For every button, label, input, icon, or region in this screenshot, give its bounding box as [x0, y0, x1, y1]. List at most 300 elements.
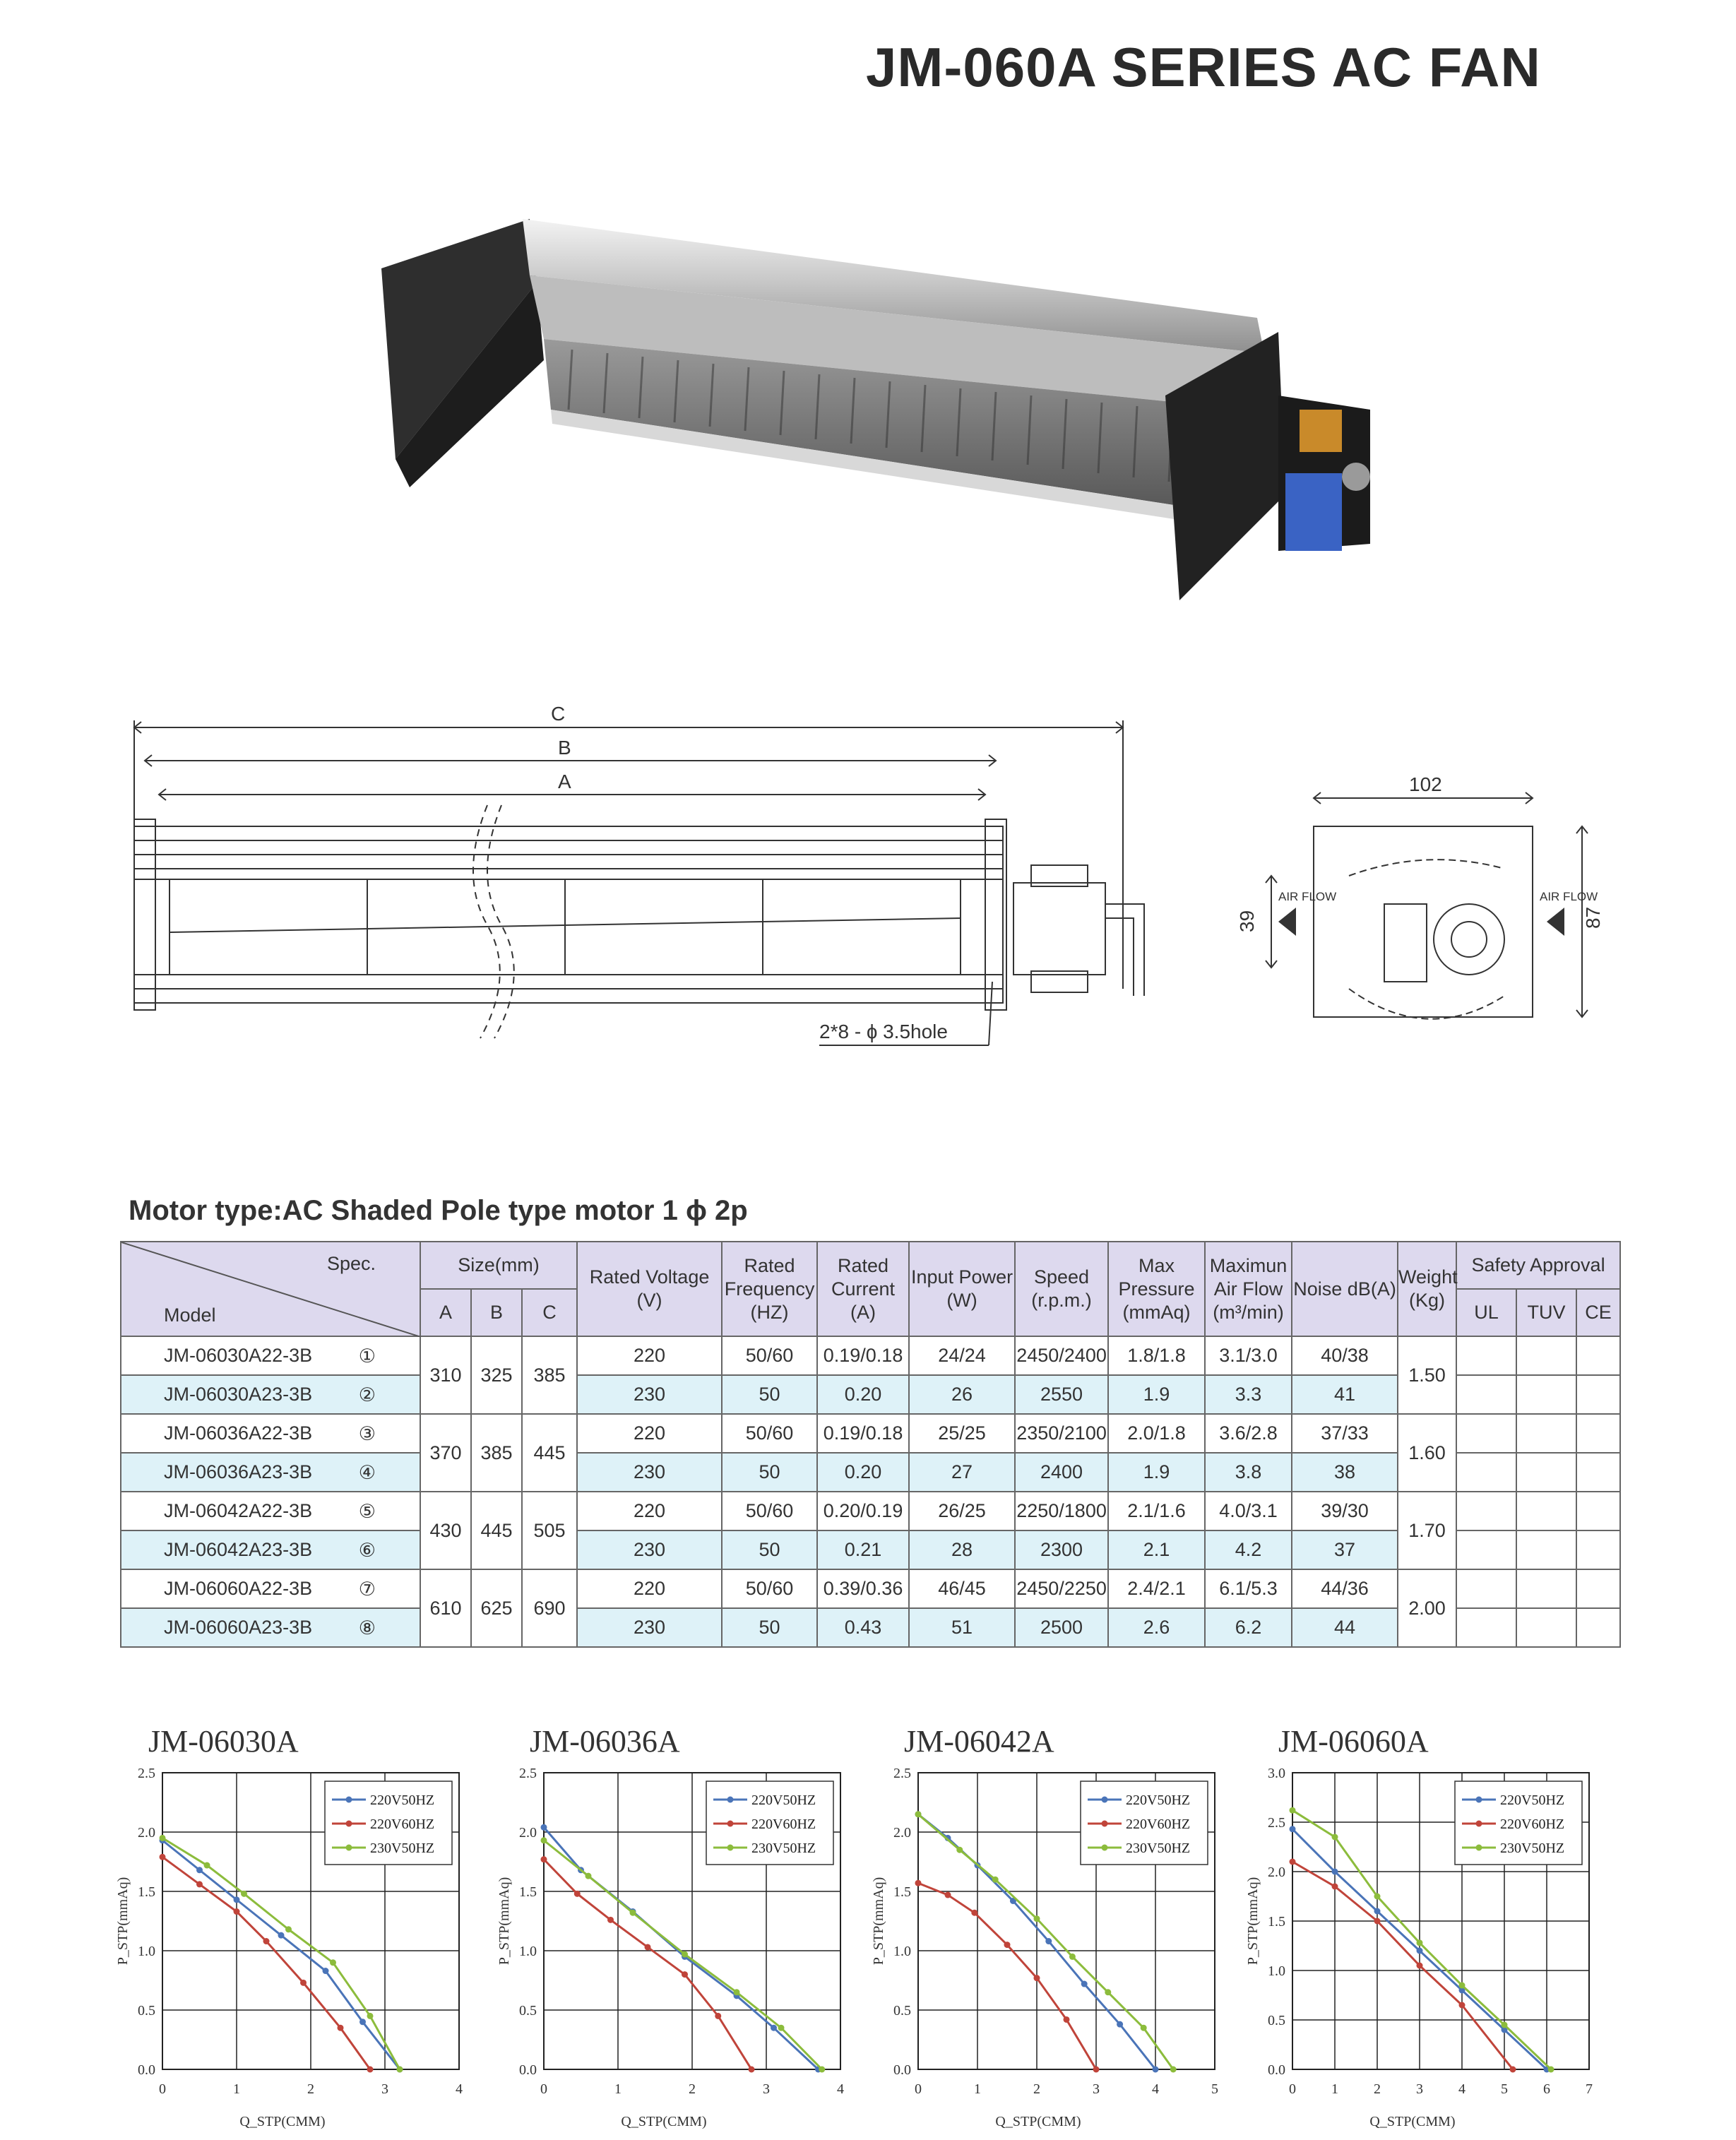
spec-label: Spec.	[326, 1253, 376, 1274]
airflow-cell: 3.8	[1205, 1453, 1292, 1492]
data-point	[278, 1932, 285, 1939]
ul-cell	[1456, 1530, 1516, 1569]
ul-cell	[1456, 1375, 1516, 1414]
data-point	[300, 1980, 307, 1986]
x-tick-label: 2	[689, 2081, 696, 2097]
voltage-cell: 230	[577, 1375, 722, 1414]
size-c-cell: 385	[522, 1336, 577, 1414]
noise-cell: 38	[1292, 1453, 1398, 1492]
noise-header: Noise dB(A)	[1292, 1242, 1398, 1336]
model-cell	[121, 1530, 420, 1569]
model-cell	[121, 1608, 420, 1647]
data-point	[541, 1837, 547, 1843]
legend-marker	[727, 1845, 734, 1851]
data-point	[819, 2067, 825, 2073]
speed-cell: 2250/1800	[1015, 1492, 1108, 1530]
size-a-cell: 370	[420, 1414, 471, 1492]
ul-cell	[1456, 1492, 1516, 1530]
x-tick-label: 7	[1586, 2081, 1593, 2097]
y-tick-label: 1.0	[138, 1944, 155, 1959]
frequency-cell: 50	[722, 1375, 817, 1414]
legend-label: 220V60HZ	[751, 1817, 816, 1832]
table-row	[121, 1375, 1620, 1414]
current-cell: 0.21	[817, 1530, 909, 1569]
size-a-cell: 610	[420, 1569, 471, 1647]
legend-marker	[727, 1797, 734, 1803]
series-line-220V60HZ	[918, 1883, 1096, 2069]
frequency-cell: 50	[722, 1453, 817, 1492]
voltage-cell: 220	[577, 1414, 722, 1453]
page-title: JM-060A SERIES AC FAN	[866, 36, 1541, 98]
x-tick-label: 0	[1289, 2081, 1296, 2097]
legend-label: 220V60HZ	[1500, 1817, 1565, 1832]
data-point	[1459, 1983, 1466, 1989]
data-point	[1417, 1939, 1423, 1946]
legend-label: 230V50HZ	[1500, 1841, 1565, 1856]
model-name: JM-06036A23-3B	[164, 1461, 313, 1482]
data-point	[715, 2013, 721, 2019]
legend-label: 230V50HZ	[751, 1841, 816, 1856]
legend-marker	[1102, 1821, 1108, 1827]
data-point	[682, 1951, 688, 1958]
data-point	[992, 1877, 999, 1883]
legend-label: 220V60HZ	[370, 1817, 435, 1832]
x-tick-label: 5	[1211, 2081, 1218, 2097]
data-point	[160, 1835, 166, 1841]
data-point	[915, 1811, 922, 1817]
y-tick-label: 0.5	[1268, 2013, 1285, 2028]
series-line-220V60HZ	[162, 1857, 370, 2069]
pressure-cell: 2.0/1.8	[1108, 1414, 1205, 1453]
legend-label: 220V50HZ	[1500, 1793, 1565, 1808]
power-cell: 28	[909, 1530, 1015, 1569]
data-point	[196, 1867, 203, 1873]
tuv-cell	[1516, 1336, 1576, 1375]
legend-marker	[1102, 1845, 1108, 1851]
size-b-cell: 325	[471, 1336, 522, 1414]
x-tick-label: 2	[1374, 2081, 1381, 2097]
tuv-cell	[1516, 1453, 1576, 1492]
ul-cell	[1456, 1336, 1516, 1375]
ce-cell	[1576, 1608, 1620, 1647]
data-point	[1417, 1948, 1423, 1954]
y-axis-label: P_STP(mmAq)	[497, 1877, 512, 1966]
table-row	[121, 1530, 1620, 1569]
voltage-cell: 230	[577, 1530, 722, 1569]
model-number: ⑦	[358, 1579, 376, 1600]
chart-jm-06042a	[862, 1716, 1257, 2140]
airflow-cell: 4.2	[1205, 1530, 1292, 1569]
tuv-header: TUV	[1516, 1289, 1576, 1336]
legend-marker	[346, 1845, 352, 1851]
current-cell: 0.19/0.18	[817, 1336, 909, 1375]
frequency-cell: 50	[722, 1530, 817, 1569]
data-point	[397, 2067, 403, 2073]
data-point	[1117, 2021, 1123, 2028]
data-point	[204, 1862, 210, 1869]
data-point	[323, 1968, 329, 1974]
y-tick-label: 1.5	[893, 1884, 911, 1900]
safety-header: Safety Approval	[1456, 1242, 1620, 1289]
power-cell: 26	[909, 1375, 1015, 1414]
current-cell: 0.20/0.19	[817, 1492, 909, 1530]
x-axis-label: Q_STP(CMM)	[995, 2114, 1081, 2129]
chart-title: JM-06060A	[1278, 1724, 1429, 1759]
model-name: JM-06036A22-3B	[164, 1422, 313, 1444]
dimension-drawing	[113, 692, 1201, 1059]
speed-cell: 2400	[1015, 1453, 1108, 1492]
data-point	[1034, 1975, 1040, 1981]
size-b-cell: 445	[471, 1492, 522, 1569]
tuv-cell	[1516, 1530, 1576, 1569]
y-axis-label: P_STP(mmAq)	[1245, 1877, 1261, 1966]
x-tick-label: 2	[1033, 2081, 1040, 2097]
legend-marker	[727, 1821, 734, 1827]
series-line-220V50HZ	[162, 1841, 400, 2069]
data-point	[160, 1854, 166, 1860]
table-row	[121, 1336, 1620, 1375]
ul-cell	[1456, 1608, 1516, 1647]
chart-jm-06030a	[106, 1716, 501, 2140]
data-point	[1510, 2067, 1516, 2073]
size-header: Size(mm)	[420, 1242, 577, 1289]
frequency-cell: 50/60	[722, 1414, 817, 1453]
data-point	[956, 1847, 963, 1853]
data-point	[1064, 2016, 1070, 2023]
pressure-cell: 2.1	[1108, 1530, 1205, 1569]
voltage-cell: 230	[577, 1608, 722, 1647]
ce-cell	[1576, 1530, 1620, 1569]
noise-cell: 37/33	[1292, 1414, 1398, 1453]
x-axis-label: Q_STP(CMM)	[1369, 2114, 1456, 2129]
end-offset-label: 39	[1236, 910, 1258, 932]
speed-header: Speed (r.p.m.)	[1015, 1242, 1108, 1336]
data-point	[285, 1926, 292, 1932]
x-tick-label: 4	[837, 2081, 844, 2097]
y-tick-label: 2.5	[1268, 1815, 1285, 1831]
data-point	[1290, 1826, 1296, 1832]
y-tick-label: 1.0	[1268, 1963, 1285, 1979]
data-point	[1004, 1942, 1011, 1948]
model-cell	[121, 1336, 420, 1375]
size-c-cell: 690	[522, 1569, 577, 1647]
current-cell: 0.19/0.18	[817, 1414, 909, 1453]
legend-label: 220V50HZ	[1126, 1793, 1191, 1808]
chart-plot	[106, 1766, 501, 2140]
model-cell	[121, 1414, 420, 1453]
ce-cell	[1576, 1492, 1620, 1530]
y-tick-label: 1.5	[138, 1884, 155, 1900]
end-height-label: 87	[1582, 906, 1604, 929]
y-tick-label: 2.0	[138, 1825, 155, 1841]
chart-plot	[487, 1766, 883, 2140]
x-tick-label: 0	[540, 2081, 547, 2097]
speed-cell: 2350/2100	[1015, 1414, 1108, 1453]
voltage-cell: 220	[577, 1492, 722, 1530]
model-number: ④	[358, 1462, 376, 1483]
model-cell	[121, 1375, 420, 1414]
data-point	[234, 1908, 240, 1915]
weight-header: Weight (Kg)	[1398, 1242, 1456, 1336]
frequency-cell: 50/60	[722, 1336, 817, 1375]
legend-label: 230V50HZ	[1126, 1841, 1191, 1856]
data-point	[241, 1891, 247, 1897]
data-point	[1081, 1981, 1088, 1987]
model-number: ③	[358, 1423, 376, 1444]
data-point	[778, 2025, 785, 2031]
speed-cell: 2300	[1015, 1530, 1108, 1569]
model-number: ⑤	[358, 1501, 376, 1522]
ce-cell	[1576, 1453, 1620, 1492]
chart-title: JM-06030A	[148, 1724, 299, 1759]
data-point	[1332, 1884, 1338, 1890]
noise-cell: 44	[1292, 1608, 1398, 1647]
data-point	[1153, 2067, 1159, 2073]
y-tick-label: 1.5	[1268, 1914, 1285, 1930]
legend-marker	[1476, 1845, 1482, 1851]
current-cell: 0.20	[817, 1375, 909, 1414]
y-tick-label: 0.0	[519, 2062, 537, 2078]
noise-cell: 44/36	[1292, 1569, 1398, 1608]
motor-type-heading: Motor type:AC Shaded Pole type motor 1 ɸ 2p	[129, 1195, 748, 1226]
y-tick-label: 0.5	[138, 2003, 155, 2019]
y-axis-label: P_STP(mmAq)	[871, 1877, 886, 1966]
data-point	[1034, 1915, 1040, 1922]
data-point	[682, 1971, 688, 1978]
data-point	[541, 1856, 547, 1862]
x-tick-label: 0	[159, 2081, 166, 2097]
model-cell	[121, 1492, 420, 1530]
pressure-cell: 2.6	[1108, 1608, 1205, 1647]
data-point	[1417, 1963, 1423, 1969]
noise-cell: 39/30	[1292, 1492, 1398, 1530]
ul-cell	[1456, 1569, 1516, 1608]
size-a-cell: 430	[420, 1492, 471, 1569]
ul-header: UL	[1456, 1289, 1516, 1336]
data-point	[1141, 2025, 1147, 2031]
weight-cell: 1.70	[1398, 1492, 1456, 1569]
data-point	[1105, 1989, 1111, 1995]
power-cell: 24/24	[909, 1336, 1015, 1375]
x-tick-label: 4	[1458, 2081, 1466, 2097]
y-tick-label: 0.0	[138, 2062, 155, 2078]
airflow-cell: 6.1/5.3	[1205, 1569, 1292, 1608]
pressure-cell: 2.1/1.6	[1108, 1492, 1205, 1530]
x-tick-label: 1	[974, 2081, 981, 2097]
airflow-cell: 3.3	[1205, 1375, 1292, 1414]
chart-plot	[1236, 1766, 1631, 2140]
series-line-220V60HZ	[544, 1860, 751, 2069]
legend-marker	[1476, 1797, 1482, 1803]
end-view-drawing	[1194, 763, 1646, 1045]
pressure-cell: 1.8/1.8	[1108, 1336, 1205, 1375]
data-point	[1548, 2067, 1554, 2073]
y-tick-label: 2.0	[893, 1825, 911, 1841]
data-point	[630, 1910, 636, 1916]
dim-label-b: B	[558, 737, 571, 759]
current-cell: 0.20	[817, 1453, 909, 1492]
tuv-cell	[1516, 1492, 1576, 1530]
model-name: JM-06042A23-3B	[164, 1539, 313, 1560]
tuv-cell	[1516, 1414, 1576, 1453]
dim-label-a: A	[558, 771, 571, 792]
table-row	[121, 1608, 1620, 1647]
chart-title: JM-06036A	[530, 1724, 680, 1759]
hole-note: 2*8 - ɸ 3.5hole	[819, 1021, 948, 1042]
data-point	[367, 2067, 374, 2073]
y-tick-label: 0.5	[519, 2003, 537, 2019]
y-tick-label: 2.5	[893, 1766, 911, 1781]
noise-cell: 40/38	[1292, 1336, 1398, 1375]
voltage-header: Rated Voltage (V)	[577, 1242, 722, 1336]
model-name: JM-06030A23-3B	[164, 1384, 313, 1405]
data-point	[1374, 1908, 1381, 1915]
weight-cell: 2.00	[1398, 1569, 1456, 1647]
data-point	[771, 2025, 777, 2031]
x-tick-label: 6	[1543, 2081, 1550, 2097]
data-point	[1069, 1954, 1076, 1960]
airflow-cell: 4.0/3.1	[1205, 1492, 1292, 1530]
data-point	[1459, 2002, 1466, 2009]
speed-cell: 2500	[1015, 1608, 1108, 1647]
voltage-cell: 220	[577, 1569, 722, 1608]
power-cell: 27	[909, 1453, 1015, 1492]
air-flow-left-label: AIR FLOW	[1278, 890, 1337, 903]
voltage-cell: 220	[577, 1336, 722, 1375]
y-tick-label: 1.5	[519, 1884, 537, 1900]
y-tick-label: 2.0	[519, 1825, 537, 1841]
pressure-cell: 1.9	[1108, 1453, 1205, 1492]
voltage-cell: 230	[577, 1453, 722, 1492]
data-point	[367, 2013, 374, 2019]
spec-table	[120, 1241, 1621, 1648]
x-tick-label: 3	[381, 2081, 388, 2097]
x-axis-label: Q_STP(CMM)	[621, 2114, 707, 2129]
data-point	[915, 1880, 922, 1886]
power-cell: 51	[909, 1608, 1015, 1647]
y-tick-label: 2.5	[138, 1766, 155, 1781]
data-point	[359, 2019, 366, 2025]
data-point	[1045, 1938, 1052, 1944]
data-point	[749, 2067, 755, 2073]
size-b-header: B	[471, 1289, 522, 1336]
power-header: Input Power (W)	[909, 1242, 1015, 1336]
data-point	[945, 1892, 951, 1898]
model-number: ①	[358, 1345, 376, 1367]
size-a-header: A	[420, 1289, 471, 1336]
airflow-header: Maximun Air Flow (m³/min)	[1205, 1242, 1292, 1336]
model-number: ⑧	[358, 1617, 376, 1639]
pressure-cell: 2.4/2.1	[1108, 1569, 1205, 1608]
y-tick-label: 2.5	[519, 1766, 537, 1781]
model-name: JM-06060A22-3B	[164, 1578, 313, 1599]
size-a-cell: 310	[420, 1336, 471, 1414]
data-point	[1374, 1918, 1381, 1925]
frequency-cell: 50	[722, 1608, 817, 1647]
speed-cell: 2550	[1015, 1375, 1108, 1414]
data-point	[574, 1891, 581, 1897]
legend-label: 220V50HZ	[370, 1793, 435, 1808]
y-tick-label: 0.0	[893, 2062, 911, 2078]
data-point	[734, 1989, 740, 1995]
size-c-cell: 505	[522, 1492, 577, 1569]
x-tick-label: 0	[915, 2081, 922, 2097]
x-tick-label: 3	[763, 2081, 770, 2097]
airflow-cell: 3.6/2.8	[1205, 1414, 1292, 1453]
model-cell	[121, 1569, 420, 1608]
size-b-cell: 625	[471, 1569, 522, 1647]
table-row	[121, 1492, 1620, 1530]
model-name: JM-06030A22-3B	[164, 1345, 313, 1366]
current-header: Rated Current (A)	[817, 1242, 909, 1336]
ce-cell	[1576, 1336, 1620, 1375]
x-tick-label: 4	[456, 2081, 463, 2097]
y-tick-label: 0.5	[893, 2003, 911, 2019]
chart-jm-06036a	[487, 1716, 883, 2140]
model-number: ⑥	[358, 1540, 376, 1561]
current-cell: 0.39/0.36	[817, 1569, 909, 1608]
legend-label: 220V60HZ	[1126, 1817, 1191, 1832]
ce-cell	[1576, 1375, 1620, 1414]
data-point	[196, 1881, 203, 1887]
legend-label: 230V50HZ	[370, 1841, 435, 1856]
data-point	[1290, 1859, 1296, 1865]
legend-marker	[1102, 1797, 1108, 1803]
x-tick-label: 3	[1416, 2081, 1423, 2097]
data-point	[585, 1873, 592, 1879]
chart-plot	[862, 1766, 1257, 2140]
fan-product-photo	[367, 198, 1384, 622]
data-point	[263, 1938, 270, 1944]
table-row	[121, 1569, 1620, 1608]
spec-model-header	[121, 1242, 420, 1336]
power-cell: 25/25	[909, 1414, 1015, 1453]
speed-cell: 2450/2250	[1015, 1569, 1108, 1608]
noise-cell: 37	[1292, 1530, 1398, 1569]
weight-cell: 1.50	[1398, 1336, 1456, 1414]
chart-title: JM-06042A	[904, 1724, 1054, 1759]
airflow-cell: 6.2	[1205, 1608, 1292, 1647]
speed-cell: 2450/2400	[1015, 1336, 1108, 1375]
x-axis-label: Q_STP(CMM)	[239, 2114, 326, 2129]
tuv-cell	[1516, 1569, 1576, 1608]
current-cell: 0.43	[817, 1608, 909, 1647]
data-point	[1093, 2067, 1100, 2073]
data-point	[330, 1959, 336, 1966]
legend-marker	[346, 1797, 352, 1803]
series-line-220V60HZ	[1292, 1862, 1513, 2069]
data-point	[541, 1824, 547, 1831]
pressure-header: Max Pressure (mmAq)	[1108, 1242, 1205, 1336]
y-tick-label: 0.0	[1268, 2062, 1285, 2078]
table-row	[121, 1414, 1620, 1453]
model-name: JM-06060A23-3B	[164, 1617, 313, 1638]
data-point	[1332, 1834, 1338, 1841]
end-width-label: 102	[1409, 773, 1442, 795]
model-cell	[121, 1453, 420, 1492]
data-point	[645, 1944, 651, 1950]
size-c-header: C	[522, 1289, 577, 1336]
legend-label: 220V50HZ	[751, 1793, 816, 1808]
ce-cell	[1576, 1569, 1620, 1608]
power-cell: 26/25	[909, 1492, 1015, 1530]
tuv-cell	[1516, 1375, 1576, 1414]
ce-cell	[1576, 1414, 1620, 1453]
y-tick-label: 1.0	[519, 1944, 537, 1959]
ce-header: CE	[1576, 1289, 1620, 1336]
x-tick-label: 2	[307, 2081, 314, 2097]
ul-cell	[1456, 1453, 1516, 1492]
